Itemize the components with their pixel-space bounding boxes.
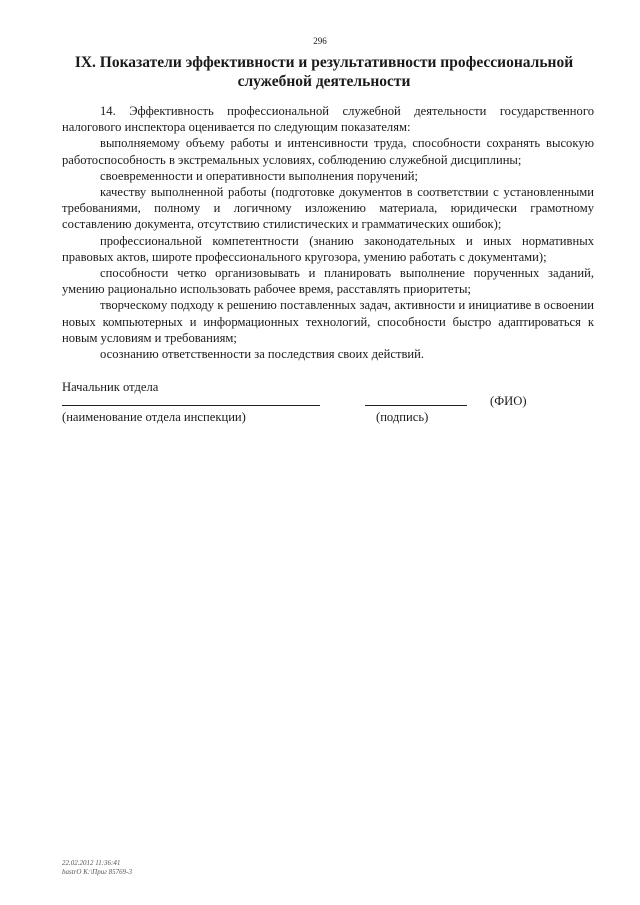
body-text <box>62 103 594 362</box>
paragraph-item: осознанию ответственности за последствия своих действий. <box>100 347 425 362</box>
signature-sign-caption: (подпись) <box>376 410 429 424</box>
signature-sign-line <box>365 405 467 406</box>
paragraph-item: способности четко организовывать и планировать выполнение порученных заданий, умению рационально использовать рабочее время, расставлять приоритеты; <box>62 266 594 297</box>
signature-fio: (ФИО) <box>490 394 527 408</box>
section-title <box>60 53 588 91</box>
paragraph-item: профессиональной компетентности (знанию законодательных и иных нормативных правовых актов, широте профессионального кругозора, умению работать с документами); <box>62 233 594 264</box>
paragraph-item: выполняемому объему работы и интенсивности труда, способности сохранять высокую работоспособность в экстремальных условиях, соблюдению служебной дисциплины; <box>62 136 594 167</box>
paragraph-item: творческому подходу к решению поставленных задач, активности и инициативе в освоении новых компьютерных и информационных технологий, способности быстро адаптироваться к новым условиям и требованиям; <box>62 298 594 345</box>
paragraph-intro: 14. Эффективность профессиональной служебной деятельности государственного налогового инспектора оценивается по следующим показателям: <box>62 104 594 135</box>
page-number: 296 <box>313 36 327 46</box>
section-title-line2: служебной деятельности <box>237 73 411 90</box>
footer-stamp <box>62 859 132 877</box>
paragraph-item: качеству выполненной работы (подготовке документов в соответствии с установленными требованиями, полному и логичному изложению материала, юридически грамотному составлению документа, отсутствию стилистических и грамматических ошибок); <box>62 185 594 232</box>
signature-dept-caption: (наименование отдела инспекции) <box>62 410 246 424</box>
signature-dept-line <box>62 405 320 406</box>
footer-timestamp: 22.02.2012 11:36:41 <box>62 859 121 867</box>
footer-file-ref: bastrO K:\Приг 85769-3 <box>62 868 133 876</box>
paragraph-item: своевременности и оперативности выполнения поручений; <box>100 168 418 183</box>
signature-position: Начальник отдела <box>62 380 159 394</box>
section-title-line1: IX. Показатели эффективности и результативности профессиональной <box>74 54 574 71</box>
